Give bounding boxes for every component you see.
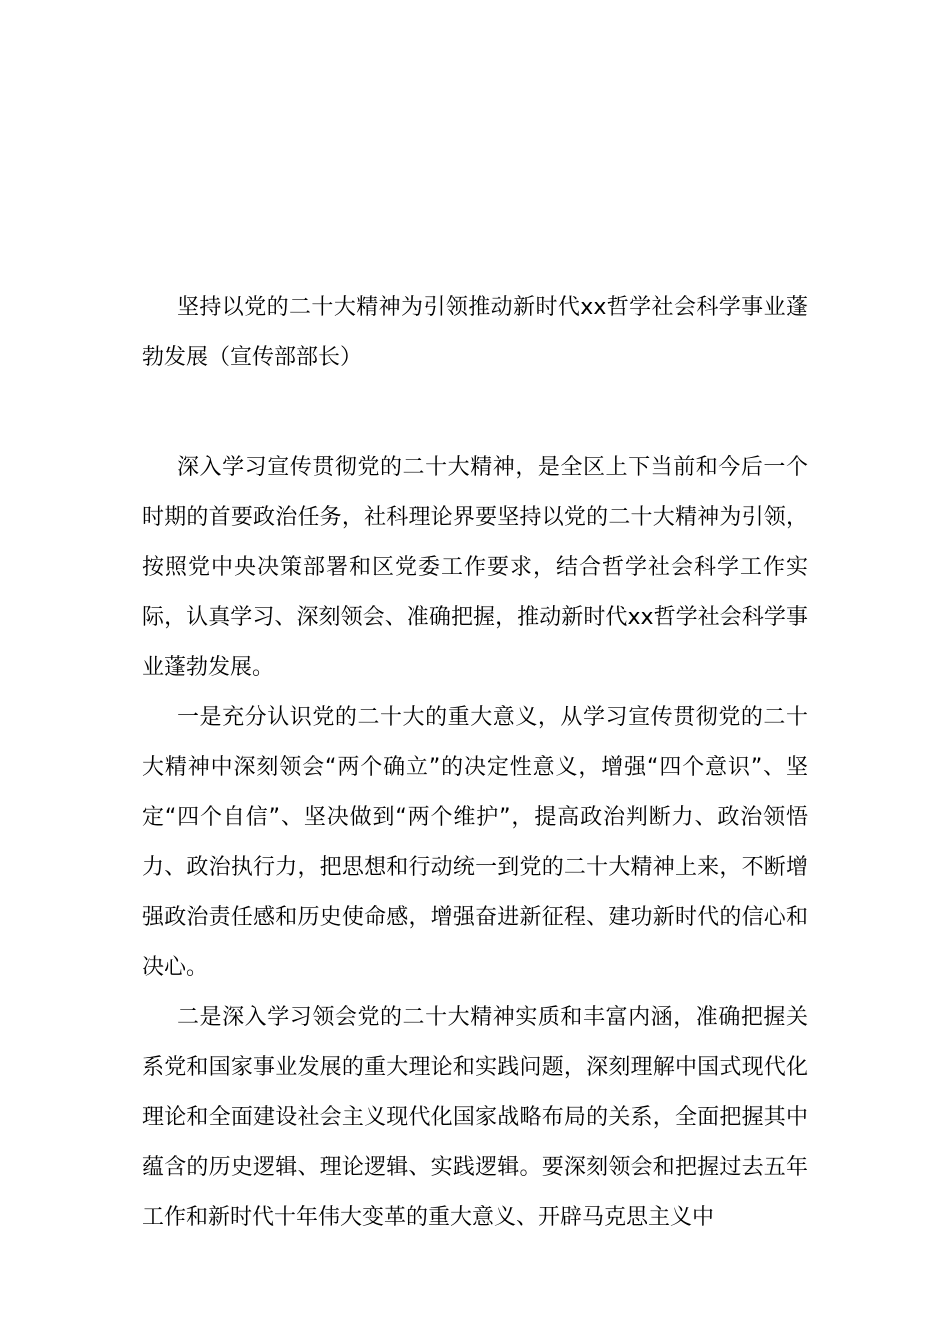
document-title: 坚持以党的二十大精神为引领推动新时代xx哲学社会科学事业蓬勃发展（宣传部部长） — [142, 295, 808, 370]
title-spacer — [142, 383, 808, 443]
document-body — [142, 283, 808, 1243]
paragraph-point-two: 二是深入学习领会党的二十大精神实质和丰富内涵，准确把握关系党和国家事业发展的重大理论和实践问题，深刻理解中国式现代化理论和全面建设社会主义现代化国家战略布局的关系，全面把握其中蕴含的历史逻辑、理论逻辑、实践逻辑。要深刻领会和把握过去五年工作和新时代十年伟大变革的重大意义、开辟马克思主义中 — [142, 1005, 808, 1230]
paragraph-intro: 深入学习宣传贯彻党的二十大精神，是全区上下当前和今后一个时期的首要政治任务，社科理论界要坚持以党的二十大精神为引领，按照党中央决策部署和区党委工作要求，结合哲学社会科学工作实际，认真学习、深刻领会、准确把握，推动新时代xx哲学社会科学事业蓬勃发展。 — [142, 455, 808, 680]
paragraph-point-one: 一是充分认识党的二十大的重大意义，从学习宣传贯彻党的二十大精神中深刻领会“两个确立”的决定性意义，增强“四个意识”、坚定“四个自信”、坚决做到“两个维护”，提高政治判断力、政治领悟力、政治执行力，把思想和行动统一到党的二十大精神上来，不断增强政治责任感和历史使命感，增强奋进新征程、建功新时代的信心和决心。 — [142, 705, 808, 980]
